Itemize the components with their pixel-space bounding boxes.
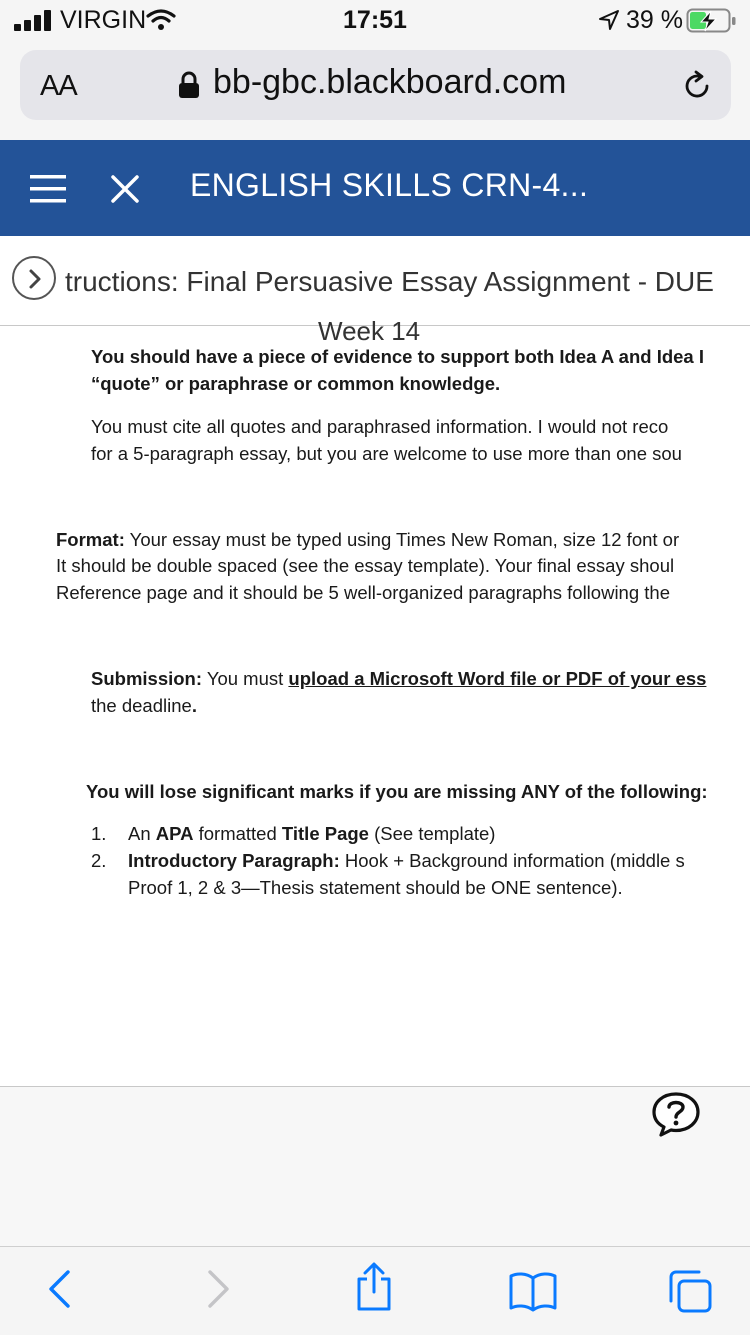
battery-percent: 39 % — [626, 6, 683, 34]
upload-link[interactable]: upload a Microsoft Word file or PDF of your ess — [288, 668, 707, 689]
deadline-text: the deadline — [91, 695, 192, 716]
list-item — [128, 820, 495, 847]
battery-charging-icon — [686, 8, 738, 34]
format-paragraph-line1 — [56, 526, 679, 553]
submission-label: Submission: — [91, 668, 203, 689]
citation-paragraph-line2: for a 5-paragraph essay, but you are welcome to use more than one sou — [91, 443, 682, 464]
evidence-paragraph-line2: “quote” or paraphrase or common knowledge. — [91, 373, 501, 394]
clock-time: 17:51 — [343, 6, 407, 34]
evidence-paragraph-line1: You should have a piece of evidence to support both Idea A and Idea I — [91, 346, 704, 367]
list-item-continuation: Proof 1, 2 & 3—Thesis statement should be ONE sentence). — [128, 877, 623, 898]
share-icon[interactable] — [354, 1262, 394, 1312]
warning-heading: You will lose significant marks if you are missing ANY of the following: — [86, 781, 708, 802]
expand-button[interactable] — [12, 256, 56, 300]
text-size-button[interactable]: AA — [40, 70, 77, 102]
list-item-number: 1. — [91, 823, 107, 844]
list-text-bold: Title Page — [281, 823, 369, 844]
format-label: Format: — [56, 529, 125, 550]
submission-paragraph-line2 — [91, 692, 197, 719]
bookmarks-icon[interactable] — [508, 1270, 558, 1312]
chevron-right-icon — [25, 268, 45, 290]
back-arrow-icon[interactable] — [44, 1268, 74, 1310]
format-text: Your essay must be typed using Times New Roman, size 12 font or — [124, 529, 680, 550]
list-text: An — [128, 823, 156, 844]
reload-icon[interactable] — [680, 69, 714, 103]
page-title-line2: Week 14 — [318, 316, 421, 346]
list-text: (See template) — [368, 823, 496, 844]
deadline-period: . — [191, 695, 197, 716]
format-paragraph-line3: Reference page and it should be 5 well-organized paragraphs following the — [56, 582, 670, 603]
submission-paragraph-line1 — [91, 665, 706, 692]
forward-arrow-icon[interactable] — [204, 1268, 234, 1310]
page-title: tructions: Final Persuasive Essay Assignment - DUE — [65, 266, 714, 297]
carrier-name: VIRGIN — [60, 6, 147, 34]
list-item-number: 2. — [91, 850, 107, 871]
url-text[interactable]: bb-gbc.blackboard.com — [213, 63, 567, 101]
citation-paragraph-line1: You must cite all quotes and paraphrased information. I would not reco — [91, 416, 669, 437]
hamburger-menu-icon[interactable] — [30, 174, 66, 204]
lock-icon — [178, 71, 200, 99]
page-footer-area — [0, 1087, 750, 1247]
course-title: ENGLISH SKILLS CRN-4... — [190, 167, 589, 203]
list-text-bold: APA — [155, 823, 194, 844]
submission-text: You must — [202, 668, 289, 689]
close-icon[interactable] — [110, 174, 140, 204]
format-paragraph-line2: It should be double spaced (see the essay template). Your final essay shoul — [56, 555, 675, 576]
list-text: Hook + Background information (middle s — [339, 850, 685, 871]
list-text-bold: Introductory Paragraph: — [128, 850, 340, 871]
list-text: formatted — [193, 823, 282, 844]
list-item — [128, 847, 685, 874]
location-arrow-icon — [598, 9, 620, 31]
tabs-icon[interactable] — [666, 1268, 714, 1314]
help-chat-icon[interactable] — [650, 1090, 702, 1138]
